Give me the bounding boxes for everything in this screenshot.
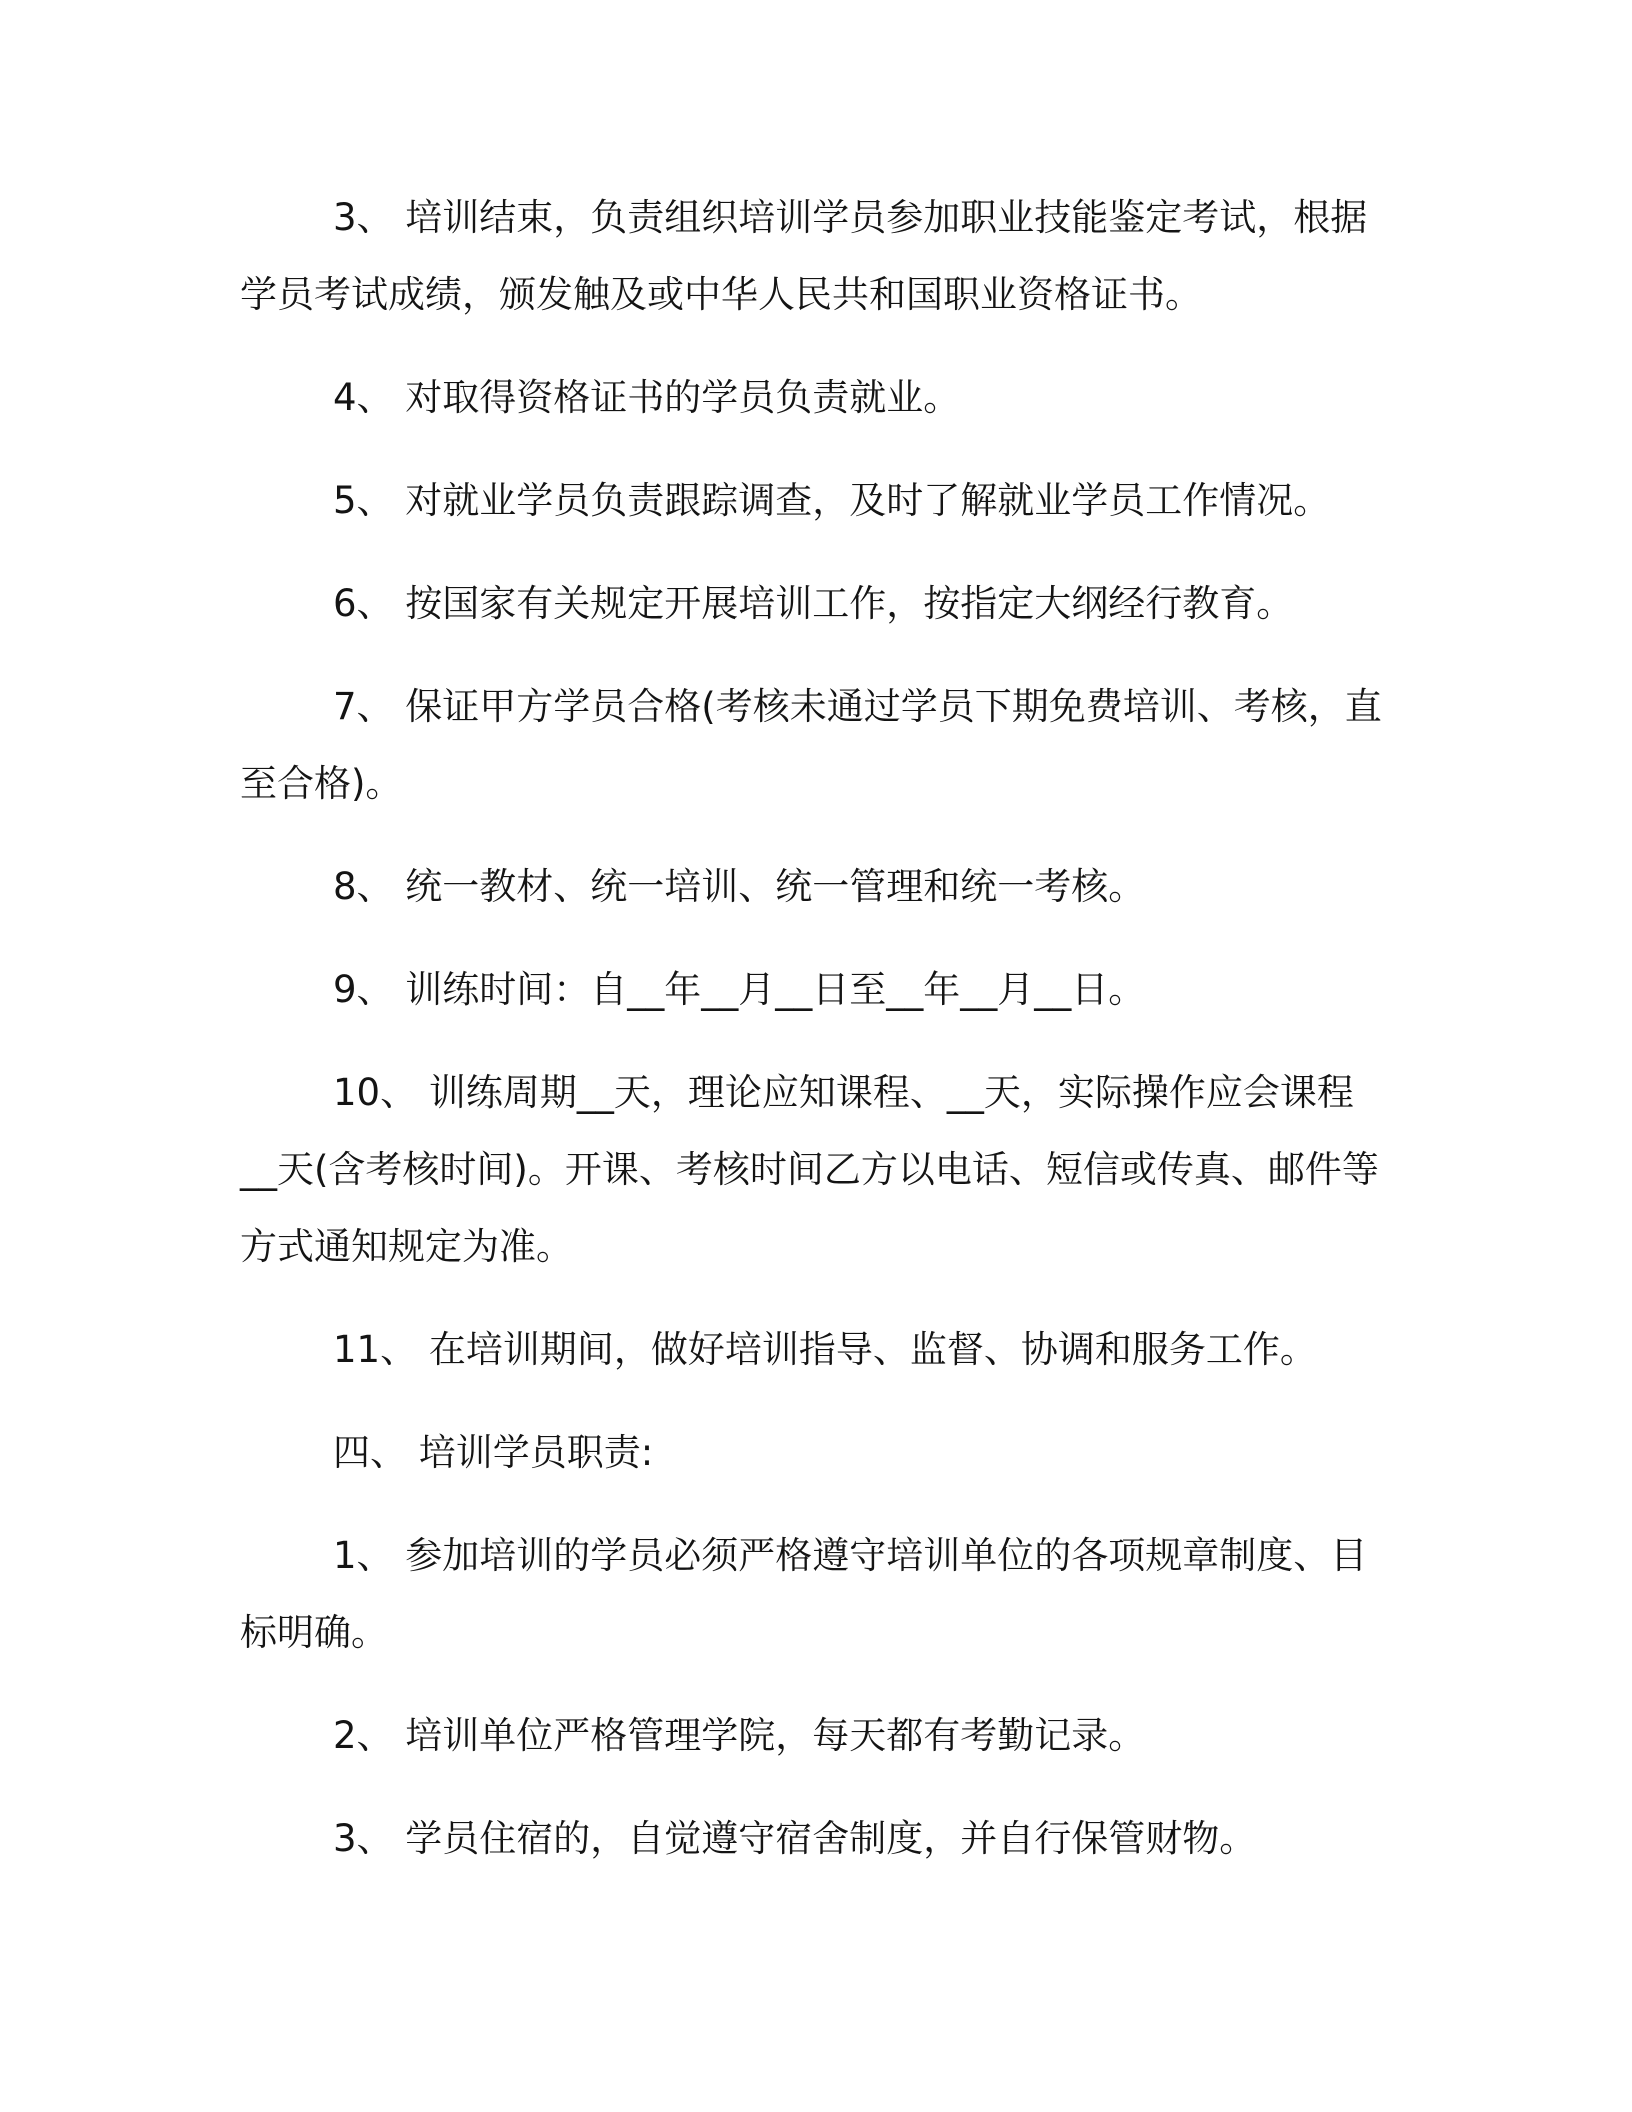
provider-duty-item-10: [240, 1054, 1432, 1285]
text-line: __天(含考核时间)。开课、考核时间乙方以电话、短信或传真、邮件等: [240, 1148, 1379, 1191]
section-heading-trainee-duties: [240, 1414, 1432, 1491]
text-line: 标明确。: [240, 1611, 388, 1654]
provider-duty-item-11: [240, 1311, 1432, 1388]
text-line: 2、 培训单位严格管理学院，每天都有考勤记录。: [333, 1714, 1146, 1757]
provider-duty-item-7: [240, 668, 1432, 822]
text-line: 9、 训练时间：自__年__月__日至__年__月__日。: [333, 968, 1146, 1011]
text-line: 11、 在培训期间，做好培训指导、监督、协调和服务工作。: [333, 1328, 1317, 1371]
trainee-duty-item-2: [240, 1697, 1432, 1774]
trainee-duty-item-1: [240, 1517, 1432, 1671]
provider-duty-item-8: [240, 848, 1432, 925]
trainee-duty-item-3: [240, 1800, 1432, 1877]
section-heading: 四、 培训学员职责:: [333, 1431, 654, 1474]
provider-duty-item-4: [240, 359, 1432, 436]
text-line: 8、 统一教材、统一培训、统一管理和统一考核。: [333, 865, 1146, 908]
text-line: 方式通知规定为准。: [240, 1225, 573, 1268]
provider-duty-item-5: [240, 462, 1432, 539]
text-line: 学员考试成绩，颁发触及或中华人民共和国职业资格证书。: [240, 273, 1202, 316]
provider-duty-item-9: [240, 951, 1432, 1028]
text-line: 1、 参加培训的学员必须严格遵守培训单位的各项规章制度、目: [333, 1534, 1368, 1577]
provider-duty-item-6: [240, 565, 1432, 642]
text-line: 3、 学员住宿的，自觉遵守宿舍制度，并自行保管财物。: [333, 1817, 1257, 1860]
text-line: 7、 保证甲方学员合格(考核未通过学员下期免费培训、考核，直: [333, 685, 1382, 728]
provider-duty-item-3: [240, 179, 1432, 333]
text-line: 6、 按国家有关规定开展培训工作，按指定大纲经行教育。: [333, 582, 1294, 625]
text-line: 至合格)。: [240, 762, 403, 805]
text-line: 4、 对取得资格证书的学员负责就业。: [333, 376, 961, 419]
text-line: 10、 训练周期__天，理论应知课程、__天，实际操作应会课程: [333, 1071, 1354, 1114]
text-line: 5、 对就业学员负责跟踪调查，及时了解就业学员工作情况。: [333, 479, 1331, 522]
text-line: 3、 培训结束，负责组织培训学员参加职业技能鉴定考试，根据: [333, 196, 1368, 239]
